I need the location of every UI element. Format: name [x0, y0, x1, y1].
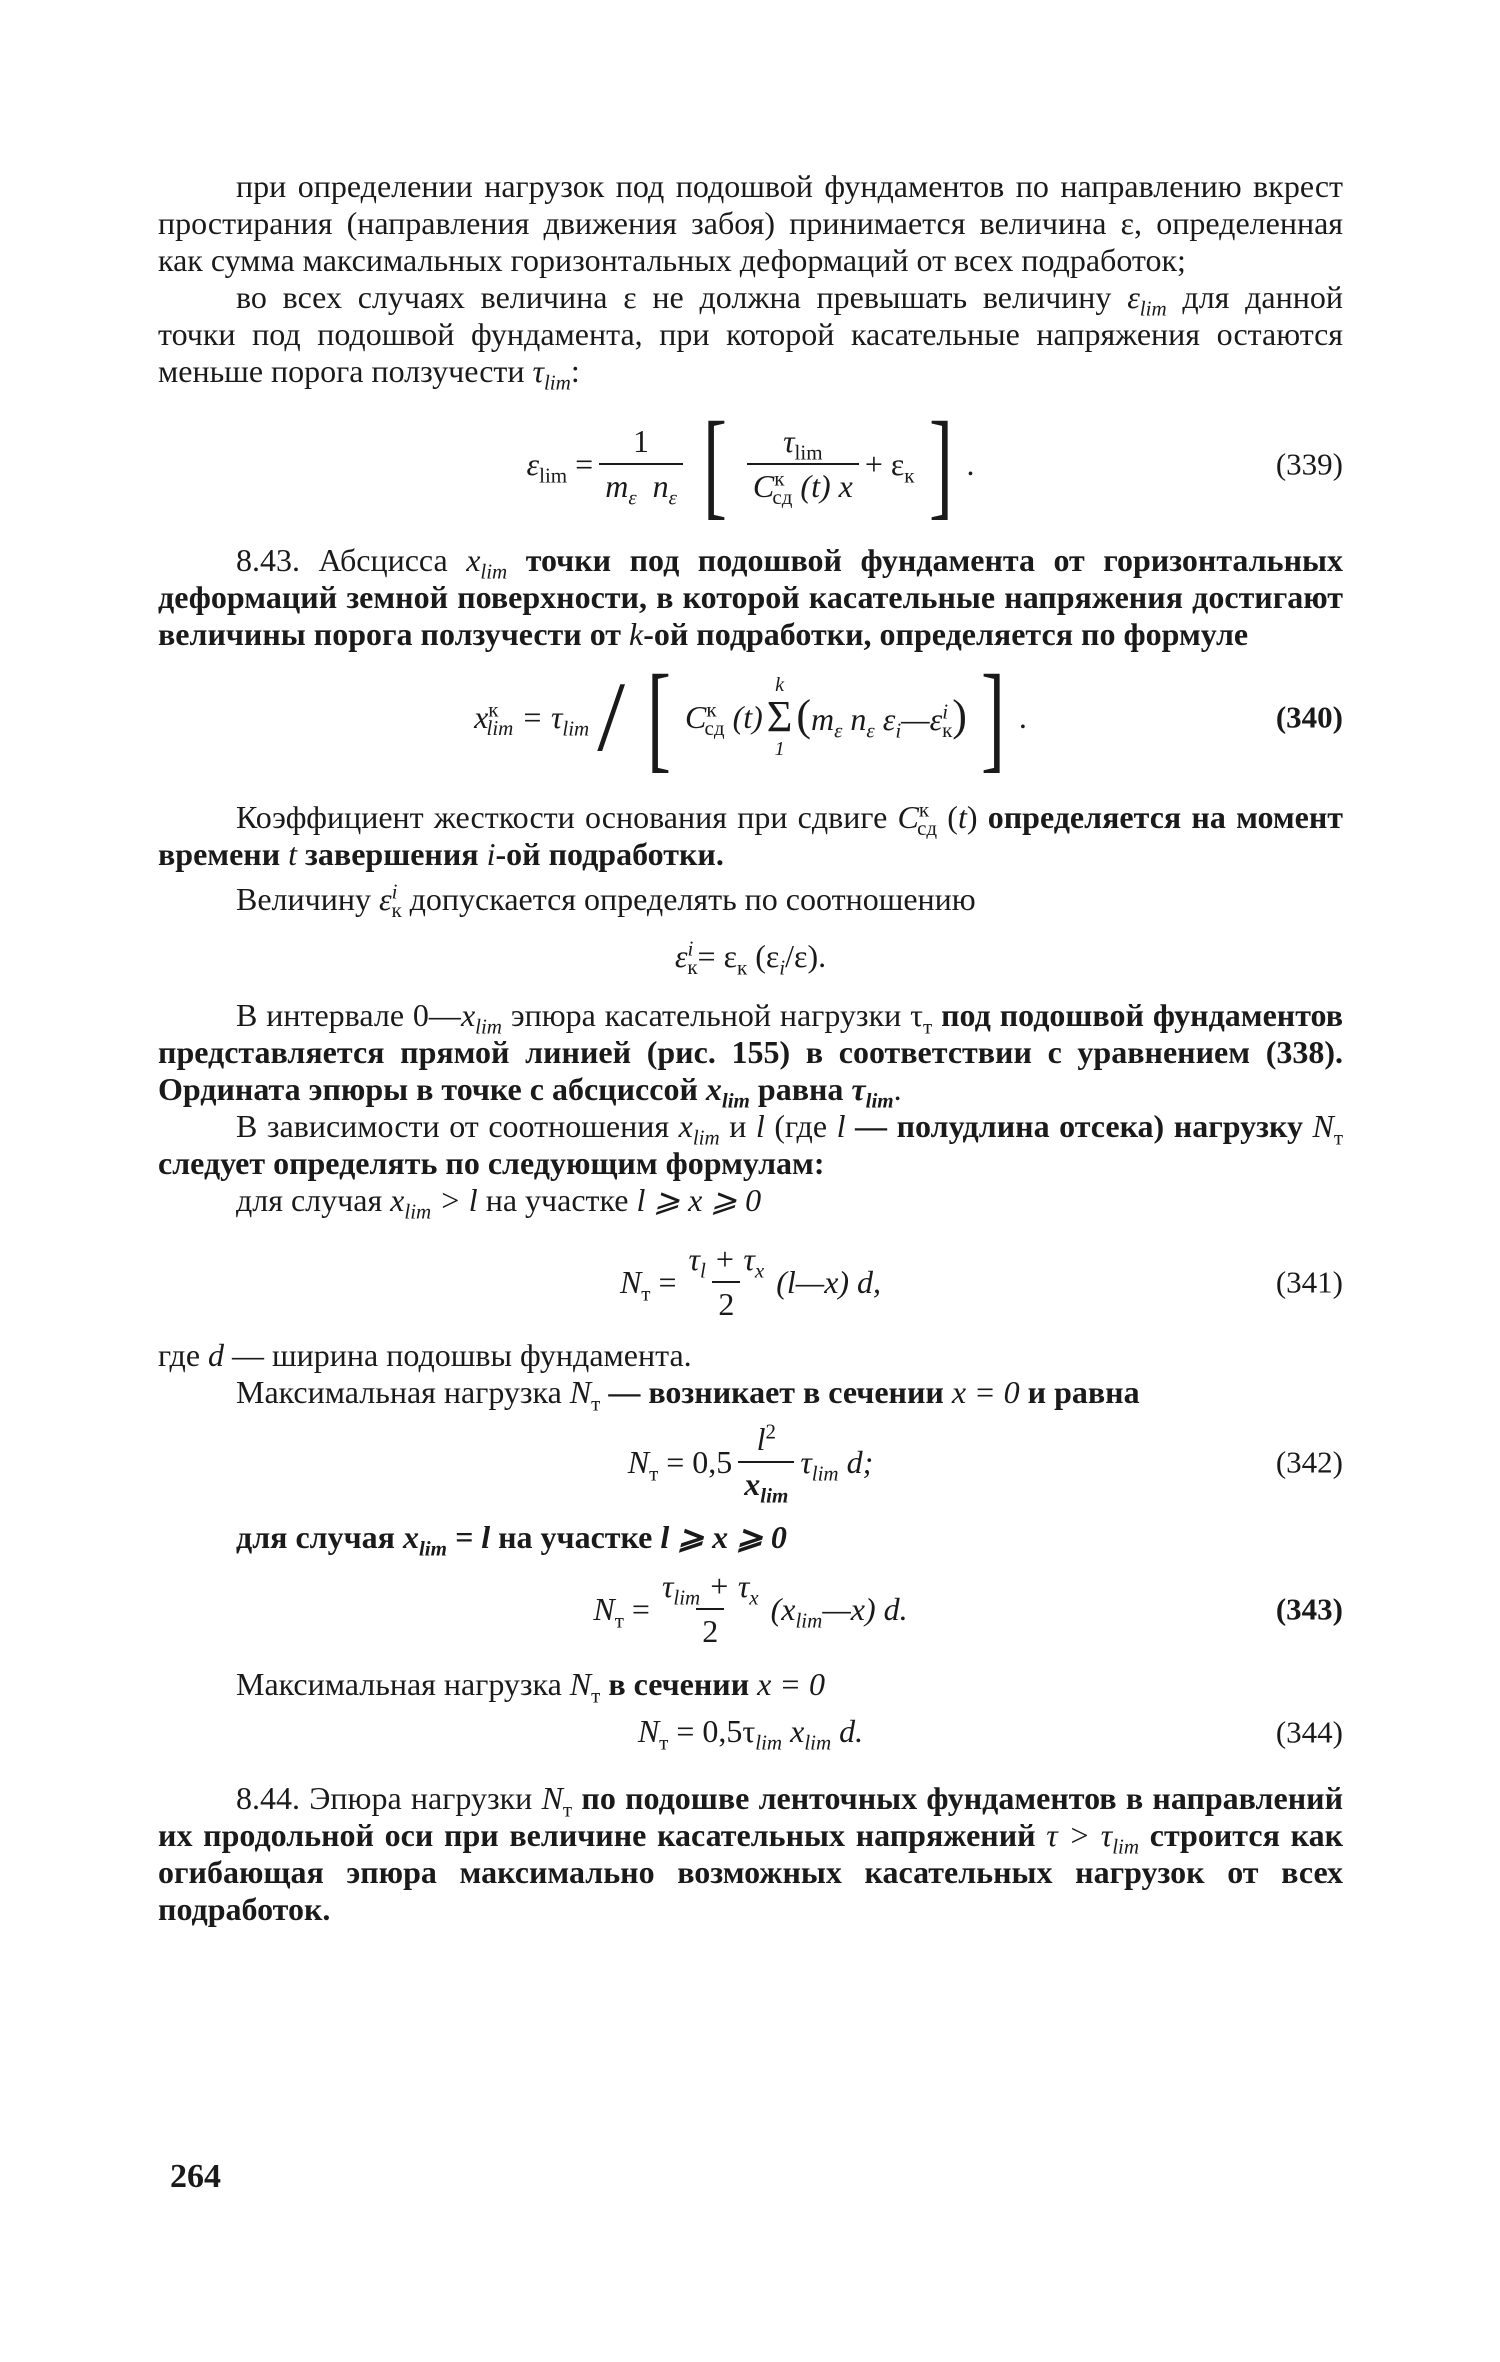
superscript: к [488, 696, 499, 721]
symbol: i [942, 698, 949, 723]
symbol: = τ [521, 698, 563, 735]
text: для случая [236, 1182, 391, 1218]
symbol: —x) d. [822, 1590, 908, 1627]
fraction [738, 1419, 794, 1508]
subscript: к [904, 462, 915, 487]
equation-339: $\varepsilon_{lim}$ = $\frac{1}{m_\varepsilon n_\varepsilon}$ [ $\frac{\tau_{lim}}{C^к_{сд} (t) x}$ + $\varepsilon_к$ ] . (339) [526, 397, 1343, 530]
symbol: τ [688, 1241, 700, 1277]
paren: ) [952, 690, 967, 740]
text: — полудлина отсека) нагрузку [845, 1108, 1313, 1144]
symbol: l [755, 1108, 765, 1144]
denominator: 2 [696, 1608, 724, 1650]
symbol: τ [800, 1443, 812, 1480]
symbol: t [288, 836, 298, 872]
subscript: lim [794, 440, 823, 465]
symbol: N [619, 1263, 642, 1300]
symbol: m [605, 468, 629, 504]
symbol: N [569, 1374, 592, 1410]
subscript: т [923, 1014, 933, 1039]
text: /ε). [785, 938, 827, 974]
symbol: t [957, 799, 967, 835]
equation-number: (343) [1275, 1591, 1343, 1627]
text: 8.44. Эпюра нагрузки [236, 1780, 542, 1816]
symbol: x [744, 1466, 761, 1502]
symbol: lim [475, 1014, 502, 1039]
numerator [777, 423, 828, 463]
text: на участке [490, 1519, 661, 1555]
symbol: N [593, 1590, 615, 1627]
symbol: ε [882, 700, 896, 737]
subscript: т [1333, 1125, 1344, 1150]
symbol: x [678, 1108, 693, 1144]
page-number: 264 [170, 2158, 221, 2195]
symbol: lim [760, 1483, 789, 1508]
symbol: τ > τ [1046, 1817, 1113, 1853]
numerator [683, 1241, 771, 1281]
symbol: C [685, 698, 707, 735]
paragraph-7 [158, 1108, 1343, 1182]
symbol: C [897, 799, 919, 835]
text: В зависимости от соотношения [236, 1108, 679, 1144]
symbol: lim [811, 1460, 839, 1485]
paragraph-3 [158, 542, 1343, 653]
symbol: x [754, 1258, 765, 1283]
subscript: т [591, 1683, 601, 1708]
fraction [747, 423, 859, 510]
equation-340 [158, 650, 1343, 783]
text: = ε [697, 938, 737, 974]
symbol: d [208, 1337, 225, 1373]
symbol: k [629, 616, 644, 652]
superscript: к [706, 696, 717, 721]
subscript: т [641, 1280, 651, 1305]
symbol: i [779, 955, 786, 980]
denominator [599, 463, 683, 510]
symbol: x = 0 [951, 1374, 1020, 1410]
symbol: x [474, 698, 489, 735]
text: + ε [864, 445, 905, 482]
equation-number: (340) [1275, 699, 1343, 735]
text: = 0,5 [666, 1443, 733, 1480]
division-slash: / [597, 661, 626, 772]
symbol: lim [692, 1125, 720, 1150]
numerator [656, 1568, 765, 1608]
symbol: (t) [732, 698, 763, 735]
paragraph-13 [158, 1780, 1343, 1928]
symbol: τ [783, 423, 795, 459]
symbol: ε [378, 881, 392, 917]
text: для случая [236, 1519, 403, 1555]
text: допускается определять по соотношению [401, 881, 976, 917]
equation-ratio [158, 936, 1343, 980]
summation [767, 675, 793, 759]
text: = [658, 1263, 677, 1300]
symbol: ε [834, 717, 843, 742]
fraction [599, 423, 683, 510]
symbol: (t) x [800, 468, 853, 504]
equation-341 [158, 1241, 1343, 1323]
symbol: lim [1112, 1834, 1140, 1859]
text: -ой подработки, определяется по формуле [643, 616, 1249, 652]
paragraph-2 [158, 279, 1344, 395]
text: и [719, 1108, 756, 1144]
text: определяется на момент времени [158, 799, 1344, 872]
symbol: d. [831, 1713, 864, 1749]
paragraph-8 [158, 1182, 1343, 1224]
fraction [683, 1241, 771, 1323]
symbol: (x [770, 1590, 796, 1627]
text: эпюра касательной нагрузки τ [501, 997, 924, 1033]
text: = [631, 1590, 650, 1627]
symbol: —ε [901, 700, 943, 737]
subscript: сд [917, 816, 938, 841]
symbol: (l—x) d, [776, 1263, 882, 1300]
symbol: i [687, 936, 694, 961]
symbol: i [895, 717, 902, 742]
text: во всех случаях величина ε не должна превышать величину [236, 279, 1128, 315]
symbol: ε [866, 717, 875, 742]
symbol: d; [838, 1443, 874, 1480]
paragraph-4: Коэффициент жесткости основания при сдвиге $C^к_{сд}$ (t) определяется на момент времени t завершения i-ой подработки. [158, 797, 1344, 872]
symbol: ε [1127, 279, 1140, 315]
text: строится как огибающая эпюра максимально возможных касательных нагрузок от всех подработок. [158, 1817, 1344, 1927]
text: и равна [1019, 1374, 1140, 1410]
text: точки под подошвой фундамента от горизонтальных деформаций земной поверхности, в которой касательные напряжения достигают величины порога ползучести от [158, 542, 1344, 652]
equation-number: (341) [1275, 1264, 1343, 1300]
text: Коэффициент жесткости основания при сдвиге [236, 799, 898, 835]
paragraph-12 [158, 1666, 1343, 1708]
subscript: т [659, 1730, 669, 1755]
text: под подошвой фундаментов представляется прямой линией (рис. 155) в соответствии с уравнением (338). Ордината эпюры в точке с абсциссой [158, 997, 1344, 1107]
symbol: lim [418, 1536, 447, 1561]
subscript: т [649, 1460, 659, 1485]
symbol: lim [755, 1730, 783, 1755]
symbol: x = 0 [757, 1666, 825, 1702]
symbol: lim [795, 1607, 823, 1632]
sum-upper-limit: k [775, 674, 785, 696]
text: — ширина подошвы фундамента. [224, 1337, 692, 1373]
symbol: lim [804, 1730, 832, 1755]
subscript: т [591, 1391, 601, 1416]
subscript: lim [539, 462, 568, 487]
text: следует определять по следующим формулам: [158, 1145, 825, 1181]
text: по подошве ленточных фундаментов в направлений их продольной оси при величине касательных напряжений [158, 1780, 1344, 1853]
text: Величину [236, 881, 379, 917]
sum-lower-limit: 1 [774, 738, 785, 760]
symbol: N [627, 1443, 650, 1480]
paragraph-5 [158, 879, 1343, 923]
text: = 0,5τ [676, 1713, 756, 1749]
symbol: lim [673, 1585, 701, 1610]
symbol: i [391, 879, 398, 904]
symbol: lim [404, 1199, 432, 1224]
symbol: lim [480, 559, 508, 584]
superscript: к [774, 466, 785, 491]
symbol: x [749, 1585, 759, 1610]
text: при определении нагрузок под подошвой фундаментов по направлению вкрест простирания (направления движения забоя) принимается величина ε, определенная как сумма максимальных горизонтальных деформаций от всех подработок; [158, 168, 1343, 278]
equation-number: (344) [1275, 1714, 1343, 1749]
symbol: τ [532, 353, 544, 389]
subscript: к [737, 955, 748, 980]
paragraph-6 [158, 997, 1344, 1113]
paren: ( [796, 690, 812, 740]
symbol: ε [526, 445, 540, 482]
subscript: т [614, 1607, 624, 1632]
symbol: ε [668, 485, 677, 510]
symbol: > l [439, 1182, 478, 1218]
text: В интервале 0— [236, 997, 461, 1033]
symbol: n [850, 700, 867, 737]
sigma-icon: Σ [766, 692, 793, 741]
text: . [1018, 698, 1027, 735]
text: . [893, 1071, 902, 1107]
right-bracket: ] [928, 397, 953, 530]
text: равна [749, 1071, 852, 1107]
subscript: к [687, 955, 698, 980]
symbol: x [705, 1071, 722, 1107]
symbol: τ [851, 1071, 866, 1107]
text: для данной точки под подошвой фундамента, при которой касательные напряжения остаются меньше порога ползучести [158, 279, 1344, 389]
text: : [570, 353, 580, 389]
text: . [966, 445, 975, 482]
equation-342 [158, 1419, 1343, 1508]
symbol: = l [454, 1519, 491, 1555]
text: 8.43. Абсцисса [236, 542, 467, 578]
superscript: к [918, 797, 930, 822]
symbol: m [811, 700, 835, 737]
symbol: C [752, 468, 775, 504]
symbol: x [466, 542, 481, 578]
right-bracket: ] [980, 650, 1005, 783]
text: (ε [755, 938, 780, 974]
symbol: lim [486, 715, 514, 740]
paragraph-9 [158, 1337, 1343, 1374]
symbol: ε [628, 485, 637, 510]
text: завершения [297, 836, 487, 872]
symbol: l [756, 1421, 766, 1457]
symbol: N [637, 1713, 660, 1749]
symbol: x [402, 1519, 419, 1555]
fraction [656, 1568, 765, 1650]
left-bracket: [ [647, 650, 672, 783]
equation-number: (339) [1275, 446, 1343, 482]
symbol: + τ [700, 1568, 750, 1604]
symbol: ε [674, 938, 688, 974]
paragraph-11 [158, 1519, 1343, 1561]
paragraph-1 [158, 168, 1343, 279]
symbol: n [652, 468, 669, 504]
symbol: lim [543, 370, 571, 395]
denominator: 2 [712, 1281, 740, 1323]
symbol: x [460, 997, 476, 1033]
subscript: сд [772, 485, 793, 510]
symbol: i [486, 836, 496, 872]
paragraph-10 [158, 1374, 1343, 1416]
symbol: lim [1139, 296, 1167, 321]
equation-number: (342) [1275, 1444, 1343, 1480]
symbol: l ⩾ x ⩾ 0 [660, 1519, 787, 1555]
text: -ой подработки. [495, 836, 724, 872]
numerator [751, 1421, 782, 1461]
symbol: l [699, 1258, 706, 1283]
numerator: 1 [633, 423, 650, 459]
symbol: + τ [705, 1241, 755, 1277]
subscript: сд [704, 715, 725, 740]
text: где [158, 1337, 209, 1373]
denominator [747, 463, 859, 510]
symbol: x [390, 1182, 405, 1218]
text: Максимальная нагрузка [236, 1374, 570, 1410]
subscript: т [562, 1797, 573, 1822]
symbol: x [782, 1713, 805, 1749]
denominator [738, 1461, 794, 1508]
symbol: l ⩾ x ⩾ 0 [636, 1182, 762, 1218]
superscript: 2 [765, 1419, 776, 1444]
text: в сечении [600, 1666, 758, 1702]
text: — возникает в сечении [600, 1374, 952, 1410]
symbol: lim [865, 1088, 894, 1113]
equation-344 [158, 1713, 1343, 1755]
subscript [487, 716, 514, 740]
text: Максимальная нагрузка [236, 1666, 570, 1702]
symbol: N [541, 1780, 563, 1816]
subscript: к [391, 898, 402, 923]
text: на участке [477, 1182, 637, 1218]
symbol: lim [562, 715, 590, 740]
equation-343 [158, 1568, 1343, 1650]
text: (где [764, 1108, 837, 1144]
symbol: N [1312, 1108, 1334, 1144]
symbol: l [836, 1108, 846, 1144]
page-body [158, 168, 1343, 1928]
symbol: τ [661, 1568, 674, 1604]
symbol: N [569, 1666, 592, 1702]
left-bracket: [ [702, 397, 727, 530]
subscript: к [942, 717, 953, 742]
symbol: lim [721, 1088, 750, 1113]
